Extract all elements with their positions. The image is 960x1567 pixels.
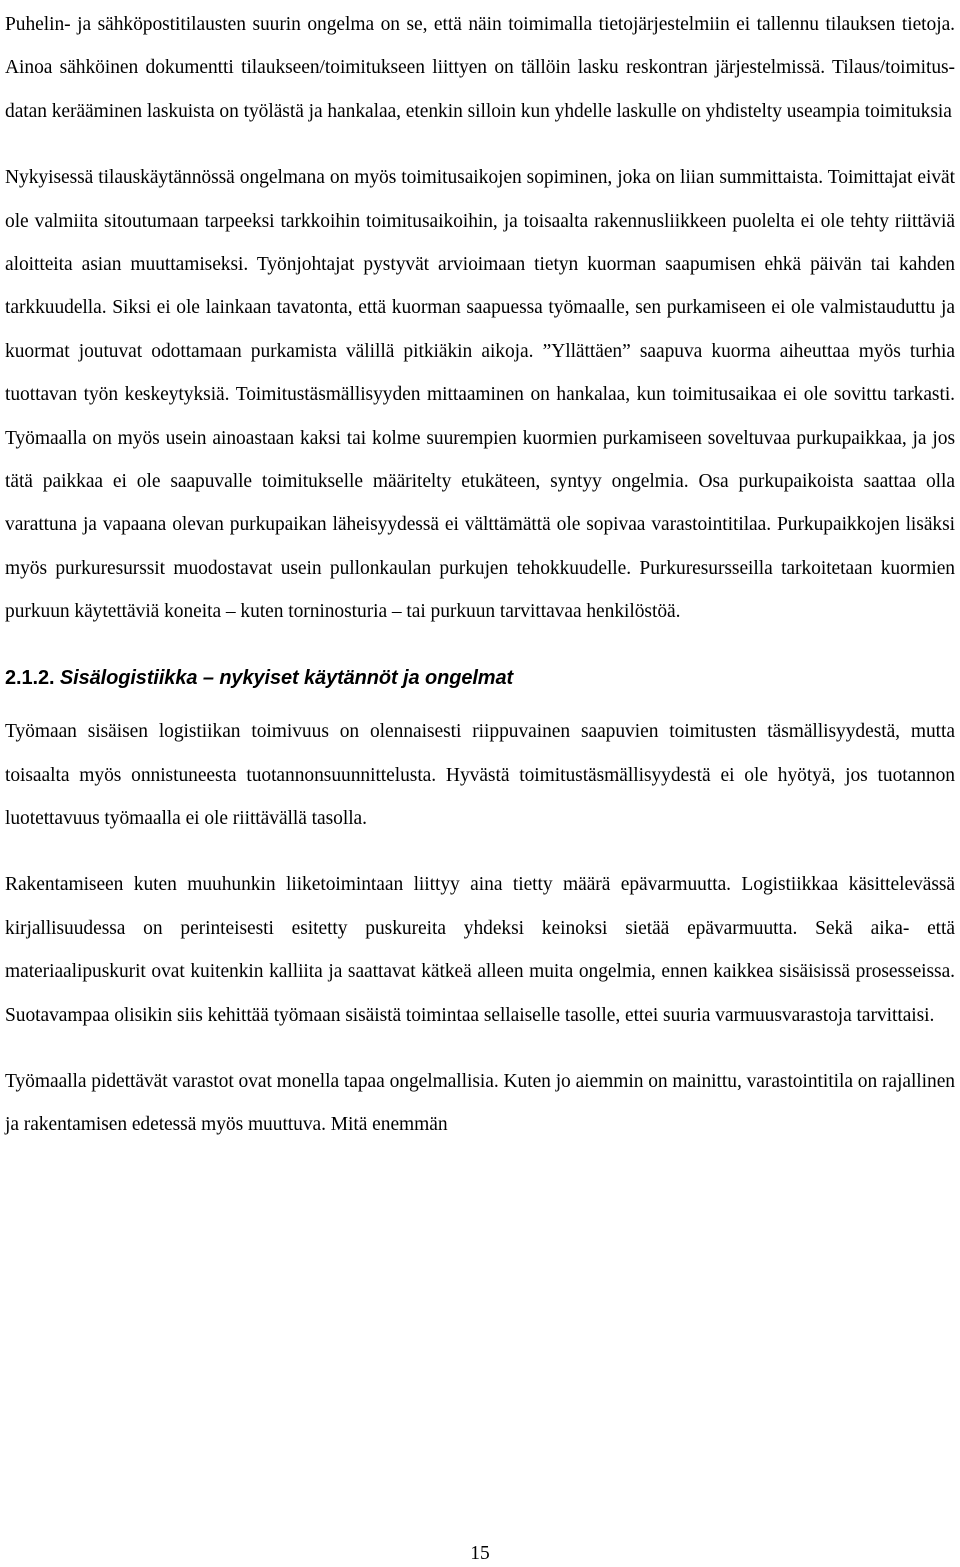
paragraph-uncertainty: Rakentamiseen kuten muuhunkin liiketoimintaan liittyy aina tietty määrä epävarmuutta. Logistiikkaa käsittelevässä kirjallisuudessa on perinteisesti esitetty puskureita yhdeksi keinoksi sietää epävarmuutta. Sekä aika- että materiaalipuskurit ovat kuitenkin kalliita ja saattavat kätkeä alleen muita ongelmia, ennen kaikkea sisäisissä prosesseissa. Suotavampaa olisikin siis kehittää työmaan sisäistä toimintaa sellaiselle tasolle, ettei suuria varmuusvarastoja tarvittaisi.	[5, 874, 955, 1026]
document-page	[5, 0, 955, 1147]
paragraph-ordering-problems: Puhelin- ja sähköpostitilausten suurin ongelma on se, että näin toimimalla tietojärjestelmiin ei tallennu tilauksen tietoja. Ainoa sähköinen dokumentti tilaukseen/toimitukseen liittyen on tällöin lasku reskontran järjestelmissä. Tilaus/toimitus-datan kerääminen laskuista on työlästä ja hankalaa, etenkin silloin kun yhdelle laskulle on yhdistelty useampia toimituksia	[5, 14, 955, 122]
section-title: Sisälogistiikka – nykyiset käytännöt ja ongelmat	[59, 666, 514, 689]
paragraph-internal-logistics: Työmaan sisäisen logistiikan toimivuus on olennaisesti riippuvainen saapuvien toimitusten täsmällisyydestä, mutta toisaalta myös onnistuneesta tuotannonsuunnittelusta. Hyvästä toimitustäsmällisyydestä ei ole hyötyä, jos tuotannon luotettavuus työmaalla ei ole riittävällä tasolla.	[5, 721, 955, 829]
paragraph-site-storage: Työmaalla pidettävät varastot ovat monella tapaa ongelmallisia. Kuten jo aiemmin on mainittu, varastointitila on rajallinen ja rakentamisen edetessä myös muuttuva. Mitä enemmän	[5, 1070, 955, 1136]
page-number: 15	[470, 1543, 490, 1564]
section-number: 2.1.2.	[5, 666, 55, 689]
section-heading	[5, 657, 955, 700]
paragraph-delivery-times: Nykyisessä tilauskäytännössä ongelmana on myös toimitusaikojen sopiminen, joka on liian summittaista. Toimittajat eivät ole valmiita sitoutumaan tarpeeksi tarkkoihin toimitusaikoihin, ja toisaalta rakennusliikkeen puolelta ei ole tehty riittäviä aloitteita asian muuttamiseksi. Työnjohtajat pystyvät arvioimaan tietyn kuorman saapumisen ehkä päivän tai kahden tarkkuudella. Siksi ei ole lainkaan tavatonta, että kuorman saapuessa työmaalle, sen purkamiseen ei ole valmistauduttu ja kuormat joutuvat odottamaan purkamista välillä pitkiäkin aikoja. ”Yllättäen” saapuva kuorma aiheuttaa myös turhia tuottavan työn keskeytyksiä. Toimitustäsmällisyyden mittaaminen on hankalaa, kun toimitusaikaa ei ole sovittu tarkasti. Työmaalla on myös usein ainoastaan kaksi tai kolme suurempien kuormien purkamiseen soveltuvaa purkupaikkaa, ja jos tätä paikkaa ei ole saapuvalle toimitukselle määritelty etukäteen, syntyy ongelmia. Osa purkupaikoista saattaa olla varattuna ja vapaana olevan purkupaikan läheisyydessä ei välttämättä ole sopivaa varastointitilaa. Purkupaikkojen lisäksi myös purkuresurssit muodostavat usein pullonkaulan purkujen tehokkuudelle. Purkuresursseilla tarkoitetaan kuormien purkuun käytettäviä koneita – kuten torninosturia – tai purkuun tarvittavaa henkilöstöä.	[5, 167, 955, 623]
